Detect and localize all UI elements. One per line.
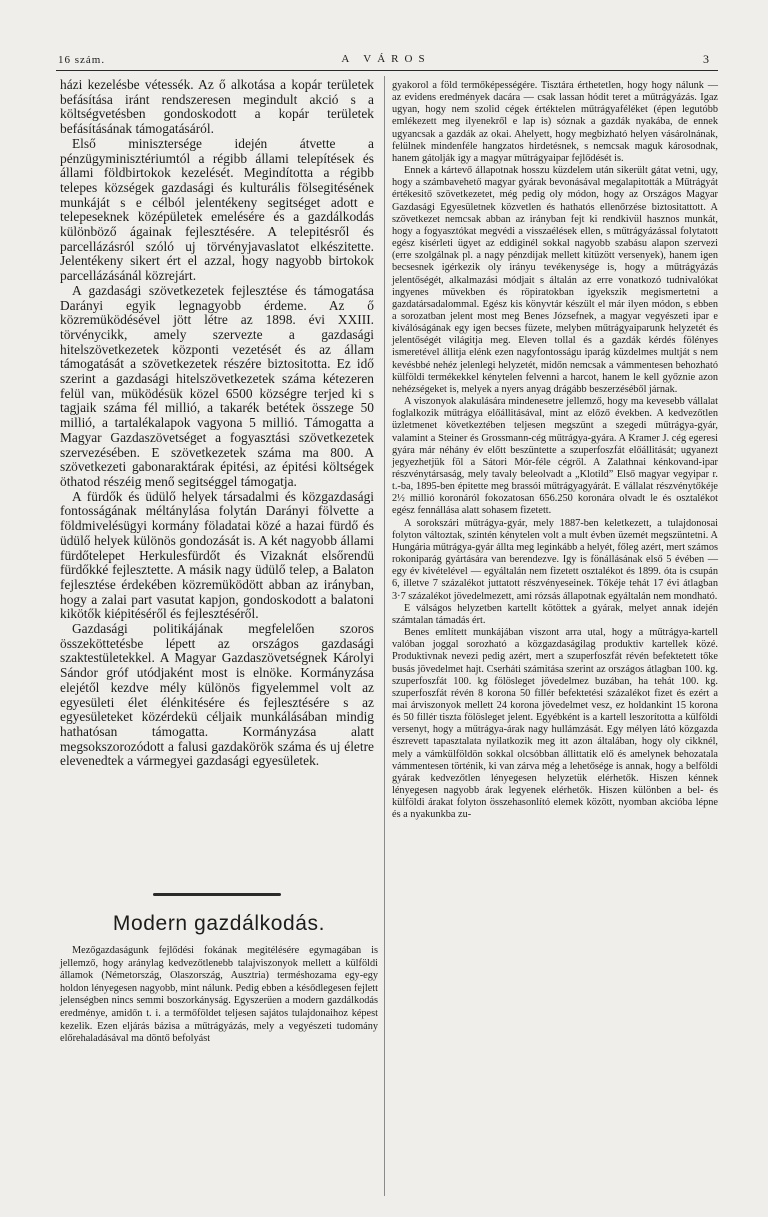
ornament-rule (153, 893, 281, 896)
left-paragraph: A fürdők és üdülő helyek társadalmi és közgazdasági fontosságának méltánylása folytán Darányi fölvette a földmivelésügyi kormány föladatai közé a hazai fürdő és üdülő helyek különös gondozását is. A két nagyobb állami fürdőtelepet Herkulesfürdőt és Vizaknát elsőrendü fürdőkké fejlesztette. A másik nagy üdülő telep, a Balaton fejlesztése érdekében közremüködött abban az irányban, hogy a zalai part vasutat kapjon, gondoskodott a balatoni kikötők kiépitéséről és fejlesztéséről. (60, 488, 374, 622)
left-paragraph: Gazdasági politikájának megfelelően szoros összeköttetésbe lépett az országos gazdasági szaktestületekkel. A Magyar Gazdaszövetségnek Károlyi Sándor gróf utódjaként most is elnöke. Kormányzása elejétől kezdve mély különös figyelemmel volt az egyesületi élet élénkitésére és fejlesztésére s az egyesületeket közérdekü céljaik munkálásában mindig hathatósan támogatta. Kormányzása alatt megsokszorozódott a falusi gazdakörök száma és uj életre elevenedtek a vármegyei gazdasági egyesületek. (60, 621, 374, 769)
left-paragraph: A gazdasági szövetkezetek fejlesztése és támogatása Darányi egyik legnagyobb érdeme. Az ő közremüködésével jött létre az 1898. évi XXIII. törvénycikk, amely szervezte a gazdasági hitelszövetkezetek központi vezetését és az állam támogatását a szövetkezetek részére biztositotta. Ez idő szerint a gazdasági hitelszövetkezetek száma kétezeren felül van, müködésük közel 6500 községre terjed ki s tagjaik száma fél millió, a takarék betétek összege 50 millió, a tartalékalapok vagyona 5 millió. Támogatta a Magyar Gazdaszövetséget a fogyasztási szövetkezetek szervezésében. E szövetkezetek száma ma 800. A szövetkezeti gabonaraktárak épitési, az épitési költségek öthatod részéig menő segitséggel támogatja. (60, 282, 374, 489)
publication-title: A VÁROS (341, 53, 431, 65)
issue-number: 16 szám. (58, 54, 106, 66)
section-paragraph: Mezőgazdaságunk fejlődési fokának megitélésére egymagában is jellemző, hogy aránylag kedvezőtlenebb talajviszonyok mellett a külföldi államok (Németország, Olaszország, Ausztria) terméshozama egy-egy holdon lényegesen nagyobb, mint nálunk. Pedig ebben a késődlegesen fejlett jelenségben nincs semmi boszorkányság. Egyszerüen a modern gazdálkodás eredménye, amidőn t. i. a termőföldet teljesen sajátos tulajdonaihoz képest kezelik. Ezen eljárás bázisa a műtrágyázás, mely a vegyészeti tudomány előrehaladásával ma döntő befolyást (60, 945, 378, 1045)
right-paragraph: Benes említett munkájában viszont arra utal, hogy a műtrágya-kartell valóban joggal sorozható a közgazdaságilag produktiv kartellek közé. Produktivnak nevezi pedig azért, mert a szuperfoszfát révén befektetett tőke busás jövedelmet hajt. Cserháti számitása szerint az országos átlagban 100. kg. szuperfoszfát 100. kg fölösleget jövedelmez buzában, ha tehát 100. kg. szuperfoszfát révén 8 korona 50 fillér befektetési százalékot fizet és ezért a mai árviszonyok mellett 24 korona jövedelmet vesz, ez holdankint 15 korona és 50 fillér tiszta fölösleget jelent. Egyébként is a kartell leszorította a külföldi versenyt, hogy a műtrágya-árak nagy hullámzását. Egy mélyen látó közgazda észrevett tapasztalata nyilatkozik meg itt azon általában, hogy oly cikknél, mely a vámkülföldön sokkal olcsóbban állittatik elő és amelynek behozatala vámmentesen történik, ki van zárva még a lehetősége is annak, hogy a belföldi gyárak kedvezőtlen lényegesen helyzetük elérhetők. Hiszen kénnek lényegesen nagyobb árak legyenek elérhetők. Hiszen különben a bel- és külföldi árakat folyton összehasonlító elemek között, nyomban akcióba lépne és a nyakunkba zu- (392, 627, 718, 821)
right-column (392, 80, 718, 822)
right-paragraph: Ennek a kártevő állapotnak hosszu küzdelem után sikerült gátat vetni, ugy, hogy a számbavehető magyar gyárak bevonásával megalapitották a Műtrágyát értékesitő szövetkezetet, még pedig oly módon, hogy az Országos Magyar Gazdasági Egyesületnek közvetlen és hathatós ellenőrzése biztositattott. A szövetkezet nemcsak abban az irányban fejt ki rendkivül hasznos munkát, hogy a fogyasztókat megvédi a visszaélések ellen, s műtrágyázással folytatott egész kisérleti ügyet az eddiginél sokkal nagyobb szabásu alapon szervezi (erre szolgálnak pl. a nagy pénzdijak mellett kitüzött versenyek), hanem igen becsesnek igérkezik oly irányu tevékenysége is, hogy a műtrágyázás jelentőségét, alkalmazási módjait s általán az erre vonatkozó tudnivalókat ingyenes müvekben és röpiratokban igyekszik megismertetni a gazdatársadalommal. Egész kis könyvtár készült el már ilyen módon, s ebben a sorozatban jelent most meg Benes Józsefnek, a magyar vegyészeti ipar e kiválóságának egy igen becses füzete, melyben műtrágyaiparunk helyzetét és jelentőségét világitja meg. Eleven tollal és a gazdák kérdés fölényes ismeretével állitja elénk ezen nagyfontosságu iparág küzdelmes multját s nem kevésbbé nehéz jelenlegi helyzetét, midőn nemcsak a vámmentesen behozható külföldi termékekkel kénytelen felvenni a harcot, hanem le kell győznie azon nehézségeket is, melyek a nyers anyag drágább beszerzéséből járnak. (392, 165, 718, 395)
page-number: 3 (703, 52, 710, 66)
section-ornament (150, 887, 284, 901)
right-paragraph: A sorokszári műtrágya-gyár, mely 1887-ben keletkezett, a tulajdonosai folyton változtak, szintén kénytelen volt a mult évben üzemét megszüntetni. A Hungária műtrágya-gyár állta meg leginkább a helyét, főleg azért, mert számos rokoniparág gyártására van berendezve. Igy is fönállásának első 5 évében — egy év kivételével — egyáltalán nem fizetett osztalékot és 1899. óta is csupán 6, illetve 7 százalékot juttatott részvényeseinek. Tőkéje tehát 17 évi átlagban 3·7 százalékot jövedelmezett, ami rózsás állapotnak egyáltalán nem mondható. (392, 517, 718, 602)
left-paragraph: Első minisztersége idején átvette a pénzügyminisztériumtól a régibb állami telepítések és állami földbirtokok kezelését. Megindította a régibb telepes községek gazdasági és kulturális fölsegitésének munkáját s e célból jelentékeny segitséget adott e telepeseknek középületek emelésére és a gazdálkodás különböző ágainak fejlesztésére. A telepitésről és parcellázásról szóló uj törvényjavaslatot elkészitette. Jelentékeny sikert ért el azzal, hogy nagyobb birtokok parcellázásánál közrejárt. (60, 135, 374, 284)
right-paragraph: gyakorol a föld termőképességére. Tisztára érthetetlen, hogy hogy nálunk — az evidens eredmények dacára — csak lassan hódit teret a műtrágyázás. Igaz ugyan, hogy nem szolid cégek értéktelen műtrágyaféléket (épen legutóbb emlékezett meg ilyenekről e lap is) sóznak a gazdák nyakába, de ennek ugyancsak a gazdák az okai. Ahelyett, hogy megbizható helyen vásárolnának, felülnek mindenféle hangzatos hirdetésnek, s nemcsak maguk károsodnak, hanem gátolják igy a magyar műtrágyaipar fejlődését is. (392, 80, 718, 164)
section-body (60, 945, 378, 1046)
right-paragraph: E válságos helyzetben kartellt kötöttek a gyárak, melyet annak idején számtalan támadás ért. (392, 602, 718, 626)
section-title: Modern gazdálkodás. (112, 912, 326, 935)
header-rule (56, 70, 718, 71)
column-divider (384, 76, 385, 1196)
left-paragraph: házi kezelésbe vétessék. Az ő alkotása a kopár területek befásítása iránt rendszeresen megindult akció s a költségvetésben gondoskodott a kopár területek befásításának támogatásáról. (60, 77, 374, 137)
right-paragraph: A viszonyok alakulására mindenesetre jellemző, hogy ma kevesebb vállalat foglalkozik műtrágya előállitásával, mint az előző években. A kedvezőtlen üzletmenet következtében teljesen megszünt a szegedi műtrágya-gyár, valamint a Steiner és Grossmann-cég műtrágya-gyára. A Kramer J. cég egeresi gyára már néhány év előtt beszüntette a szuperfoszfát előállitását; ugyanezt jegyezhetjük föl a Sátori Mór-féle cégről. A Zalathnai kénkovand-ipar részvénytársaság, mely tavaly beleolvadt a „Klotild” Első magyar vegyipar r. t.-ba, 1895-ben épitette meg brassói műtrágyagyárát. E vállalat részvénytőkéje 2½ millió koronáról fokozatosan 656.250 koronára olvadt le és osztalékot egész fennállása alatt sohasem fizetett. (392, 396, 718, 517)
left-column (60, 78, 374, 769)
page-header (56, 50, 716, 70)
